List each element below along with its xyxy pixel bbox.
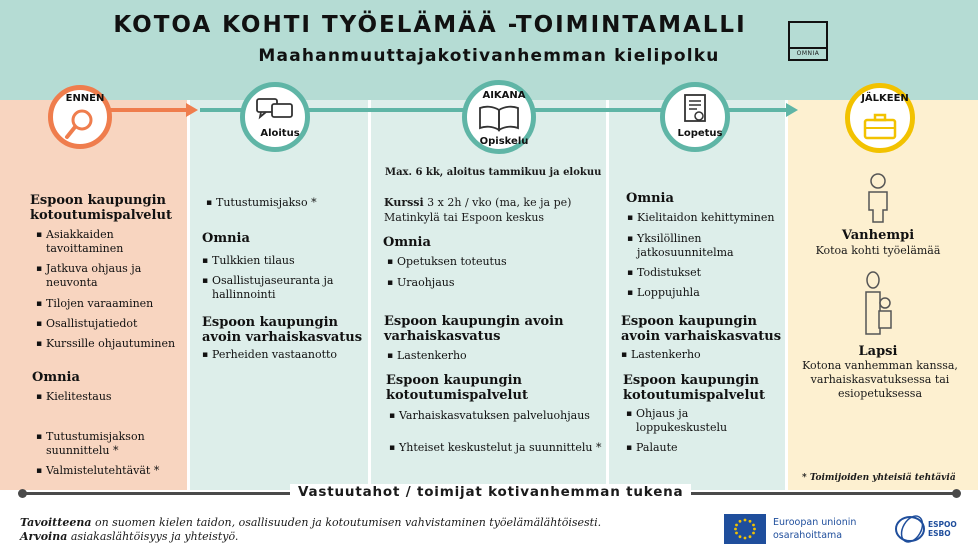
list-item: ▪ Jatkuva ohjaus ja neuvonta (46, 262, 176, 290)
omnia-logo-text: OMNIA (790, 47, 826, 57)
parent-text: Kotoa kohti työelämää (815, 244, 941, 257)
stage-lopetus (660, 82, 730, 152)
course-location: Matinkylä tai Espoon keskus (384, 211, 545, 224)
eu-stars-icon (724, 514, 766, 544)
list-item: ▪ Kielitestaus (46, 390, 186, 404)
course-hours: 3 x 2h / vko (ma, ke ja pe) (423, 196, 572, 209)
speech-bubbles-icon (255, 96, 295, 124)
parent-title: Vanhempi (841, 228, 915, 243)
eu-flag-logo (724, 514, 766, 544)
certificate-icon (680, 93, 710, 127)
list-item: ▪ Lastenkerho (631, 348, 776, 362)
course-schedule (384, 196, 604, 210)
list-item: ▪ Osallistujaseuranta ja hallinnointi (212, 274, 362, 302)
espoo-logo-text (928, 520, 957, 538)
col1-heading-1: Espoon kaupungin kotoutumispalvelut (30, 193, 172, 223)
page-title: KOTOA KOHTI TYÖELÄMÄÄ -TOIMINTAMALLI (113, 12, 747, 38)
footer-values-text: asiakaslähtöisyys ja yhteistyö. (67, 530, 239, 543)
footer-goal-label: Tavoitteena (20, 516, 92, 529)
list-item: ▪ Tilojen varaaminen (46, 297, 186, 311)
page-subtitle: Maahanmuuttajakotivanhemman kielipolku (258, 46, 720, 66)
col2-heading-1: Omnia (202, 231, 250, 246)
list-item: ▪ Yksilöllinen jatkosuunnitelma (637, 232, 757, 260)
list-item: ▪ Asiakkaiden tavoittaminen (46, 228, 176, 256)
espoo-text-line1: ESPOO (928, 520, 957, 529)
footer-values-label: Arvoina (20, 530, 68, 543)
col4-heading-2: Espoon kaupungin avoin varhaiskasvatus (621, 314, 782, 344)
omnia-logo (788, 21, 828, 61)
col1-heading-2: Omnia (32, 370, 80, 385)
list-item: ▪ Palaute (636, 441, 776, 455)
list-item: ▪ Opetuksen toteutus (397, 255, 597, 269)
list-item: ▪ Tutustumisjakson suunnittelu * (46, 430, 156, 458)
parent-person-icon (864, 172, 892, 224)
list-item: ▪ Todistukset (637, 266, 782, 280)
timeline-arrowhead-1 (186, 103, 198, 117)
child-title: Lapsi (858, 344, 898, 359)
list-item: ▪ Uraohjaus (397, 276, 597, 290)
list-item: ▪ Osallistujatiedot (46, 317, 186, 331)
footer-goal-text: on suomen kielen taidon, osallisuuden ja kotoutumisen vahvistaminen työelämälähtöisesti. (91, 516, 602, 529)
course-label: Kurssi (384, 196, 424, 209)
eu-funding-text (773, 516, 856, 542)
col4-heading-1: Omnia (626, 191, 674, 206)
child-text: Kotona vanhemman kanssa, varhaiskasvatuksessa tai esiopetuksessa (802, 359, 958, 400)
espoo-text-line2: ESBO (928, 529, 951, 538)
col2-heading-2: Espoon kaupungin avoin varhaiskasvatus (202, 315, 363, 345)
col4-heading-3: Espoon kaupungin kotoutumispalvelut (623, 373, 765, 403)
footer-values (20, 530, 238, 543)
stage-opiskelu-label: Opiskelu (479, 136, 529, 147)
list-item: ▪ Yhteiset keskustelut ja suunnittelu * (399, 441, 604, 455)
stage-aloitus (240, 82, 310, 152)
list-item: ▪ Lastenkerho (397, 349, 597, 363)
open-book-icon (478, 104, 520, 132)
stage-aloitus-label: Aloitus (260, 128, 300, 139)
bar-end-dot (952, 489, 961, 498)
adult-and-child-icon (858, 270, 898, 336)
column-opiskelu (371, 100, 606, 490)
eu-text-line2: osarahoittama (773, 530, 843, 541)
stage-aikana-label: AIKANA (482, 90, 526, 101)
col3-heading-1: Omnia (383, 235, 431, 250)
stage-ennen-label: ENNEN (65, 93, 105, 104)
responsibility-bar-label: Vastuutahot / toimijat kotivanhemman tukena (290, 484, 691, 500)
stage-lopetus-label: Lopetus (677, 128, 723, 139)
list-item: ▪ Varhaiskasvatuksen palveluohjaus (399, 409, 604, 423)
list-item: ▪ Ohjaus ja loppukeskustelu (636, 407, 736, 435)
bar-start-dot (18, 489, 27, 498)
list-item: ▪ Tutustumisjakso * (216, 196, 366, 210)
col3-heading-2: Espoon kaupungin avoin varhaiskasvatus (384, 314, 564, 344)
eu-text-line1: Euroopan unionin (773, 517, 857, 528)
stage-jalkeen-label: JÄLKEEN (861, 93, 909, 104)
col3-heading-3: Espoon kaupungin kotoutumispalvelut (386, 373, 528, 403)
shared-tasks-note: * Toimijoiden yhteisiä tehtäviä (802, 473, 956, 483)
list-item: ▪ Kielitaidon kehittyminen (637, 211, 782, 225)
course-duration-info: Max. 6 kk, aloitus tammikuu ja elokuu (385, 167, 602, 178)
list-item: ▪ Tulkkien tilaus (212, 254, 362, 268)
timeline-arrowhead-2 (786, 103, 798, 117)
list-item: ▪ Kurssille ohjautuminen (46, 337, 186, 351)
magnifier-icon (62, 106, 98, 142)
briefcase-icon (862, 112, 898, 140)
list-item: ▪ Perheiden vastaanotto (212, 348, 362, 362)
footer-goal (20, 516, 601, 529)
list-item: ▪ Loppujuhla (637, 286, 782, 300)
list-item: ▪ Valmistelutehtävät * (46, 464, 186, 478)
